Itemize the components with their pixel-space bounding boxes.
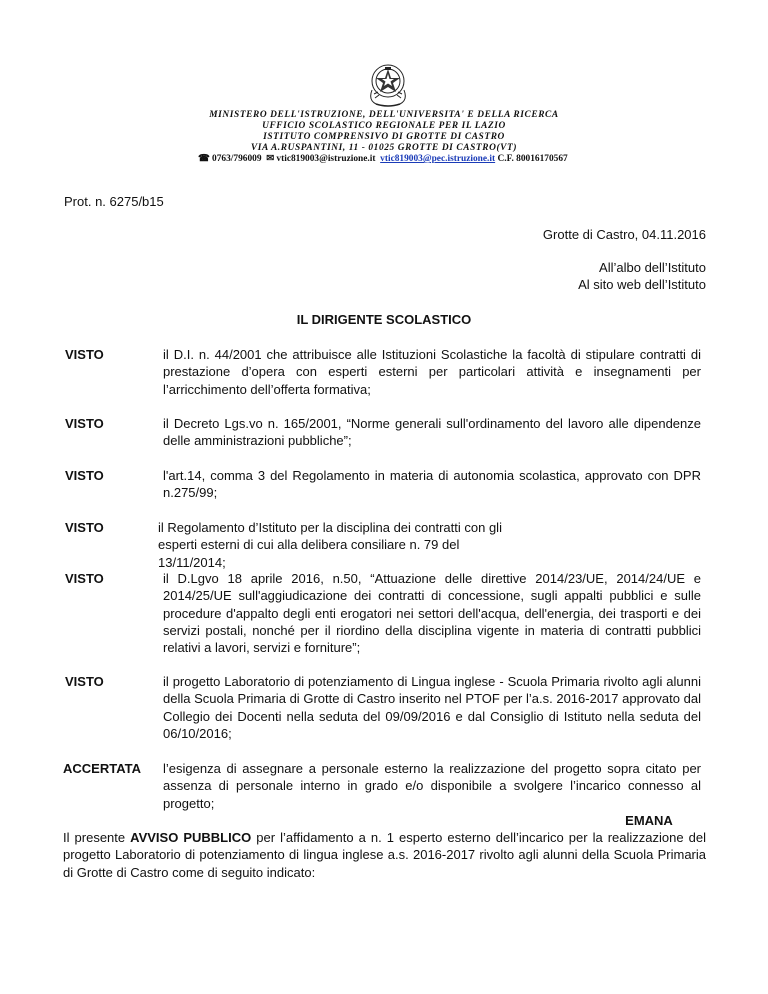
clause-text: l'art.14, comma 3 del Regolamento in materia di autonomia scolastica, approvato con DPR n.275/99; [163,468,701,501]
clause-text: il Regolamento d’Istituto per la disciplina dei contratti con gli esperti esterni di cui alla delibera consiliare n. 79 del 13/11/2014; [158,520,502,570]
notice-paragraph [63,829,706,881]
contact-line [198,153,568,164]
emana-heading: EMANA [625,813,673,828]
clause-label: VISTO [65,520,104,535]
protocol-number: Prot. n. 6275/b15 [64,194,164,209]
document-title: IL DIRIGENTE SCOLASTICO [296,312,472,327]
place-date: Grotte di Castro, 04.11.2016 [542,227,706,242]
address-line: VIA A.RUSPANTINI, 11 - 01025 GROTTE DI CASTRO(VT) [250,143,518,153]
phone-icon: ☎ [198,154,210,164]
notice-text-end: per l’affidamento a n. 1 esperto esterno dell’incarico per la realizzazione del progetto Laboratorio di potenziamento di lingua inglese a.s. 2016-2017 rivolto agli alunni della Scuola Primaria di Grotte di Castro come di seguito indicato: [63,830,706,880]
italian-republic-emblem-icon [366,60,410,108]
clause-label: VISTO [65,571,104,586]
notice-bold-title: AVVISO PUBBLICO [130,830,252,845]
clause-text: l’esigenza di assegnare a personale esterno la realizzazione del progetto sopra citato per assenza di personale interno in grado e/o disponibile a svolgere l’incarico connesso al progetto; [163,761,701,811]
email-address[interactable]: vtic819003@istruzione.it [276,154,376,164]
notice-text-start: Il presente [63,830,131,845]
tax-code: C.F. 80016170567 [497,154,568,164]
recipient-website: Al sito web dell’Istituto [578,277,706,292]
clause-label: ACCERTATA [63,761,141,776]
clause-text: il Decreto Lgs.vo n. 165/2001, “Norme generali sull'ordinamento del lavoro alle dipendenze delle amministrazioni pubbliche”; [163,416,701,449]
clause-text: il progetto Laboratorio di potenziamento di Lingua inglese - Scuola Primaria rivolto agli alunni della Scuola Primaria di Grotte di Castro inserito nel PTOF per l’a.s. 2016-2017 approvato dal Collegio dei Docenti nella seduta del 09/09/2016 e dal Consiglio di Istituto nella seduta del 06/10/2016; [163,674,701,741]
pec-link[interactable]: vtic819003@pec.istruzione.it [380,154,496,164]
clause-text: il D.I. n. 44/2001 che attribuisce alle Istituzioni Scolastiche la facoltà di stipulare contratti di prestazione d’opera con esperti esterni per particolari attività e insegnamenti per l’arricchimento dell’offerta formativa; [163,347,701,397]
clause-label: VISTO [65,674,104,689]
clause-text: il D.Lgvo 18 aprile 2016, n.50, “Attuazione delle direttive 2014/23/UE, 2014/24/UE e 2014/25/UE sull'aggiudicazione dei contratti di concessione, sugli appalti pubblici e sulle procedure d'appalto degli enti erogatori nei settori dell'acqua, dell'energia, dei trasporti e dei servizi postali, nonché per il riordino della disciplina vigente in materia di contratti pubblici relativi a lavori, servizi e forniture”; [163,571,701,656]
institute-line: ISTITUTO COMPRENSIVO DI GROTTE DI CASTRO [263,132,505,142]
clause-label: VISTO [65,347,104,362]
recipient-albo: All’albo dell’Istituto [599,260,706,275]
ministry-line: MINISTERO DELL'ISTRUZIONE, DELL'UNIVERSITA' E DELLA RICERCA [209,110,559,120]
envelope-icon: ✉ [266,154,275,164]
clause-label: VISTO [65,416,104,431]
clause-label: VISTO [65,468,104,483]
office-line: UFFICIO SCOLASTICO REGIONALE PER IL LAZIO [262,121,506,131]
phone-number: 0763/796009 [212,154,262,164]
